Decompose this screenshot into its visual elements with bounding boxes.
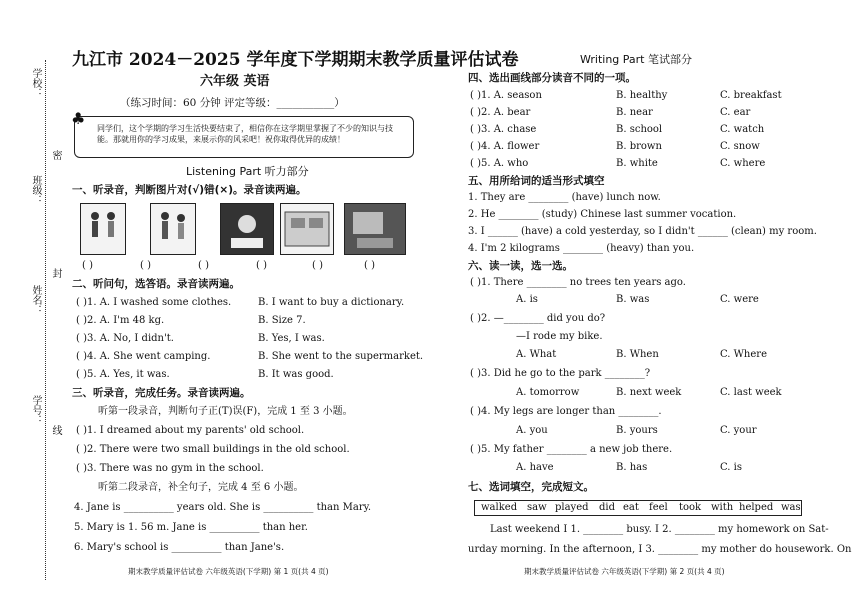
s6-q2-b: B. When (616, 349, 659, 360)
cut-word-seal: 密 (50, 150, 61, 160)
s2-q5: ( )5. A. Yes, it was. (76, 369, 170, 380)
s6-q4: ( )4. My legs are longer than ________. (470, 406, 662, 417)
right-footer: 期末教学质量评估试卷 六年级英语(下学期) 第 2 页(共 4 页) (524, 567, 725, 576)
s2-q5-b: B. It was good. (258, 369, 334, 380)
s4-q5-c: C. where (720, 158, 766, 169)
s3-part1-instruction: 听第一段录音，判断句子正(T)误(F)，完成 1 至 3 小题。 (98, 406, 353, 417)
section-3-title: 三、听录音，完成任务。录音读两遍。 (72, 387, 251, 399)
cut-word-line: 线 (50, 425, 61, 435)
s2-q4-b: B. She went to the supermarket. (258, 351, 424, 362)
s2-q1-b: B. I want to buy a dictionary. (258, 297, 405, 308)
s4-q2-b: B. near (616, 107, 653, 118)
word-bank-item: saw (527, 502, 547, 513)
s5-q4: 4. I'm 2 kilograms ________ (heavy) than you. (468, 243, 695, 254)
s4-q3-c: C. watch (720, 124, 765, 135)
word-bank-item: feel (649, 502, 668, 513)
passage-line-1: Last weekend I 1. ________ busy. I 2. ________ my homework on Sat- (490, 524, 829, 535)
s4-q4: ( )4. A. flower (470, 141, 540, 152)
s4-q3: ( )3. A. chase (470, 124, 537, 135)
listening-header: Listening Part 听力部分 (186, 165, 309, 178)
s6-q5-b: B. has (616, 462, 648, 473)
s6-q1-c: C. were (720, 294, 759, 305)
s2-q3-b: B. Yes, I was. (258, 333, 325, 344)
s3-part2-instruction: 听第二段录音，补全句子，完成 4 至 6 小题。 (98, 482, 304, 493)
name-label: 姓名： (30, 285, 41, 315)
s2-q2: ( )2. A. I'm 48 kg. (76, 315, 165, 326)
picture-1 (80, 203, 126, 255)
picture-4-answer-blank[interactable]: ( ) (256, 260, 267, 271)
word-bank-item: walked (481, 502, 518, 513)
s6-q2: ( )2. —________ did you do? (470, 313, 606, 324)
cut-word-close: 封 (50, 268, 61, 278)
s6-q5: ( )5. My father ________ a new job there. (470, 444, 673, 455)
section-5-title: 五、用所给词的适当形式填空 (468, 175, 605, 187)
clover-icon: ♣ (71, 109, 86, 128)
picture-4 (280, 203, 334, 255)
s4-q1-b: B. healthy (616, 90, 668, 101)
s3-q1: ( )1. I dreamed about my parents' old school. (76, 425, 305, 436)
s6-q1-a: A. is (516, 294, 538, 305)
class-label: 班级： (30, 175, 41, 205)
picture-6-answer-blank[interactable]: ( ) (364, 260, 375, 271)
s4-q3-b: B. school (616, 124, 663, 135)
s4-q4-c: C. snow (720, 141, 760, 152)
exam-subtitle: 六年级 英语 (200, 74, 270, 89)
s6-q1-b: B. was (616, 294, 650, 305)
greeting-note: 同学们，这个学期的学习生活快要结束了，相信你在这学期里掌握了不少的知识与技能。那就用你的学习成果，来展示你的风采吧！祝你取得优异的成绩！ (97, 124, 393, 144)
picture-1-answer-blank[interactable]: ( ) (82, 260, 93, 271)
section-2-title: 二、听问句，选答语。录音读两遍。 (72, 278, 240, 290)
word-bank-item: with (711, 502, 734, 513)
s2-q4: ( )4. A. She went camping. (76, 351, 211, 362)
s6-q4-b: B. yours (616, 425, 658, 436)
s2-q2-b: B. Size 7. (258, 315, 306, 326)
s4-q1-c: C. breakfast (720, 90, 782, 101)
binding-margin (0, 0, 61, 609)
left-footer: 期末教学质量评估试卷 六年级英语(下学期) 第 1 页(共 4 页) (128, 567, 329, 576)
writing-header: Writing Part 笔试部分 (580, 53, 692, 66)
word-bank-item: helped (739, 502, 774, 513)
s6-q4-c: C. your (720, 425, 757, 436)
s6-q3: ( )3. Did he go to the park ________? (470, 368, 651, 379)
picture-3-answer-blank[interactable]: ( ) (198, 260, 209, 271)
student-id-label: 学号： (30, 395, 41, 425)
passage-line-2: urday morning. In the afternoon, I 3. ________ my mother do housework. On (468, 544, 852, 555)
s2-q3: ( )3. A. No, I didn't. (76, 333, 174, 344)
time-info: （练习时间：60 分钟 评定等级：___________） (120, 97, 345, 109)
s3-fill-4: 4. Jane is __________ years old. She is __________ than Mary. (74, 502, 372, 513)
s5-q3: 3. I ______ (have) a cold yesterday, so I didn't ______ (clean) my room. (468, 226, 817, 237)
s4-q4-b: B. brown (616, 141, 662, 152)
word-bank-item: took (679, 502, 702, 513)
s4-q1: ( )1. A. season (470, 90, 542, 101)
s6-q5-c: C. is (720, 462, 742, 473)
s6-q5-a: A. have (516, 462, 554, 473)
s6-q3-c: C. last week (720, 387, 782, 398)
s6-q3-a: A. tomorrow (516, 387, 580, 398)
picture-5-answer-blank[interactable]: ( ) (312, 260, 323, 271)
s6-q2-c: C. Where (720, 349, 767, 360)
s4-q2: ( )2. A. bear (470, 107, 531, 118)
s6-q2-reply: —I rode my bike. (516, 331, 603, 342)
exam-title: 九江市 2024－2025 学年度下学期期末教学质量评估试卷 (72, 50, 519, 70)
s3-q2: ( )2. There were two small buildings in the old school. (76, 444, 350, 455)
word-bank-item: was (781, 502, 801, 513)
s3-fill-5: 5. Mary is 1. 56 m. Jane is __________ than her. (74, 522, 308, 533)
s3-q3: ( )3. There was no gym in the school. (76, 463, 264, 474)
word-bank-item: played (555, 502, 589, 513)
greeting-box (71, 109, 414, 158)
picture-2-answer-blank[interactable]: ( ) (140, 260, 151, 271)
picture-3 (220, 203, 274, 255)
s6-q2-a: A. What (516, 349, 557, 360)
s3-fill-6: 6. Mary's school is __________ than Jane's. (74, 542, 285, 553)
picture-2 (150, 203, 196, 255)
word-bank (474, 500, 802, 516)
cut-line (45, 60, 46, 580)
s5-q2: 2. He ________ (study) Chinese last summer vocation. (468, 209, 737, 220)
s5-q1: 1. They are ________ (have) lunch now. (468, 192, 661, 203)
s4-q5: ( )5. A. who (470, 158, 529, 169)
section-7-title: 七、选词填空，完成短文。 (468, 481, 594, 493)
s6-q1: ( )1. There ________ no trees ten years ago. (470, 277, 686, 288)
s6-q3-b: B. next week (616, 387, 682, 398)
word-bank-item: eat (623, 502, 639, 513)
picture-5 (344, 203, 406, 255)
school-label: 学校： (30, 68, 41, 98)
word-bank-item: did (599, 502, 616, 513)
s6-q4-a: A. you (516, 425, 548, 436)
s4-q5-b: B. white (616, 158, 658, 169)
section-4-title: 四、选出画线部分读音不同的一项。 (468, 72, 636, 84)
section-1-title: 一、听录音，判断图片对(√)错(×)。录音读两遍。 (72, 184, 307, 196)
section-6-title: 六、读一读，选一选。 (468, 260, 573, 272)
s2-q1: ( )1. A. I washed some clothes. (76, 297, 232, 308)
s4-q2-c: C. ear (720, 107, 751, 118)
